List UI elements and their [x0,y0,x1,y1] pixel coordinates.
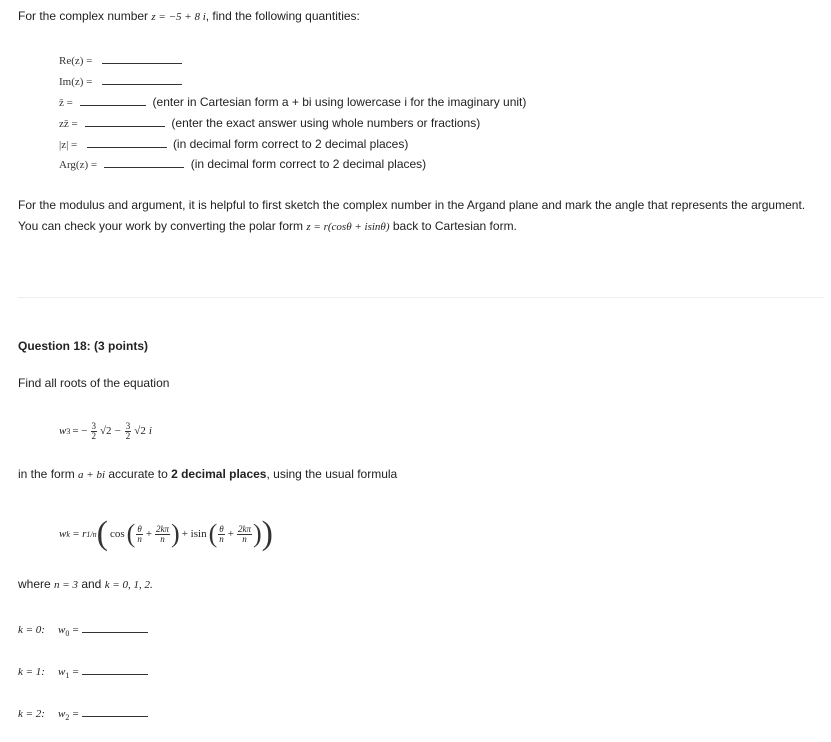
root-row-0 [18,622,148,638]
fraction-numerator: 3 [125,420,131,431]
conjugate-answer-input[interactable] [80,95,146,106]
root-k-label: k = 0: [18,624,45,636]
fraction-numerator: θ [137,523,142,534]
quantity-hint: (enter in Cartesian form a + bi using lowercase i for the imaginary unit) [152,95,527,109]
intro-line [18,9,360,23]
root-row-1 [18,664,148,680]
question-prompt: Find all roots of the equation [18,376,170,390]
formula-w: w [59,528,67,540]
root-equals: = [72,708,79,720]
form-bold: 2 decimal places [171,467,267,481]
root-subscript: 1 [65,671,70,681]
intro-suffix: , find the following quantities: [205,9,360,23]
argument-answer-input[interactable] [104,157,184,168]
cos-open-paren: ( [126,519,136,548]
root-k-label: k = 1: [18,666,45,678]
sin-open-paren: ( [208,519,218,548]
formula-plus: + [145,528,153,540]
form-prefix: in the form [18,467,75,481]
quantity-row-conjugate [59,95,526,109]
root-2-answer-input[interactable] [82,706,148,717]
root-0-answer-input[interactable] [82,622,148,633]
quantity-hint: (in decimal form correct to 2 decimal places) [190,157,427,171]
root-row-2 [18,706,148,722]
form-instruction [18,467,397,481]
polar-form-expression: z = r(cosθ + isinθ) [306,221,390,233]
equation-variable: w [59,425,67,437]
fraction-numerator: 3 [91,420,97,431]
theta-over-n-1 [136,525,143,544]
root-equals: = [72,624,79,636]
root-equals: = [72,666,79,678]
fraction-denominator: n [160,533,165,544]
product-answer-input[interactable] [85,116,165,127]
outer-open-paren: ( [96,515,108,552]
form-math: a + bi [78,469,106,481]
quantity-label: z̄ = [59,97,73,109]
quantity-label: zz̄ = [59,118,78,130]
note-line-1: For the modulus and argument, it is helpful to first sketch the complex number in the Argand plane and mark the angle that represents the argument. [18,198,806,212]
two-k-pi-over-n-2 [237,525,252,544]
where-k: k = 0, 1, 2. [104,579,153,591]
quantity-label: Im(z) = [59,76,93,88]
quantity-row-modulus [59,137,408,151]
fraction-denominator: 2 [125,430,131,441]
modulus-answer-input[interactable] [87,137,167,148]
formula-r: r [82,528,87,540]
equation-equals: = − [72,425,88,437]
quantity-row-re [59,53,182,67]
where-and: and [81,577,102,591]
equation-sqrt-2: √2 [134,425,146,437]
im-answer-input[interactable] [102,74,182,85]
fraction-denominator: n [137,533,142,544]
intro-prefix: For the complex number [18,9,149,23]
form-suffix: , using the usual formula [266,467,398,481]
formula-k-subscript: k [66,529,70,539]
form-mid: accurate to [108,467,168,481]
note-line-2 [18,219,517,233]
outer-close-paren: ) [261,515,273,552]
quantity-row-im [59,74,182,88]
note-prefix: You can check your work by converting the polar form [18,219,304,233]
quantity-row-product [59,116,480,130]
complex-number-expression: z = −5 + 8 i [151,11,206,23]
question-title: Question 18: (3 points) [18,339,149,353]
fraction-denominator: 2 [91,430,97,441]
root-w: w [58,624,66,636]
theta-over-n-2 [218,525,225,544]
equation-fraction-1 [91,422,98,441]
equation-imaginary-unit: i [148,425,152,437]
quantity-row-argument [59,157,426,171]
root-subscript: 2 [65,713,70,723]
quantity-label: Arg(z) = [59,159,98,171]
where-n: n = 3 [54,579,78,591]
sin-close-paren: ) [252,519,262,548]
formula-equals: = [72,528,80,540]
where-clause [18,577,153,591]
equation-minus: − [114,425,121,437]
fraction-denominator: n [242,533,247,544]
quantity-label: |z| = [59,139,78,151]
formula-cos: cos [109,528,125,540]
equation-fraction-2 [125,422,132,441]
fraction-numerator: θ [219,523,224,534]
re-answer-input[interactable] [102,53,182,64]
fraction-numerator: 2kπ [237,523,251,534]
root-subscript: 0 [65,629,70,639]
quantity-label: Re(z) = [59,55,93,67]
fraction-numerator: 2kπ [156,523,170,534]
root-k-label: k = 2: [18,708,45,720]
note-suffix: back to Cartesian form. [392,219,517,233]
cos-close-paren: ) [171,519,180,548]
root-1-answer-input[interactable] [82,664,148,675]
quantity-hint: (in decimal form correct to 2 decimal places) [172,137,409,151]
formula-r-power: 1/n [86,529,97,539]
root-w: w [58,666,66,678]
formula-plus: + [227,528,234,540]
cubic-equation [59,418,152,444]
roots-formula [59,514,273,554]
two-k-pi-over-n-1 [155,525,170,544]
equation-sqrt-1: √2 [100,425,112,437]
where-prefix: where [18,577,51,591]
section-divider [18,297,824,298]
root-w: w [58,708,66,720]
quantity-hint: (enter the exact answer using whole numbers or fractions) [171,116,481,130]
fraction-denominator: n [219,533,224,544]
formula-isin: + isin [181,528,207,540]
equation-power: 3 [66,426,71,436]
